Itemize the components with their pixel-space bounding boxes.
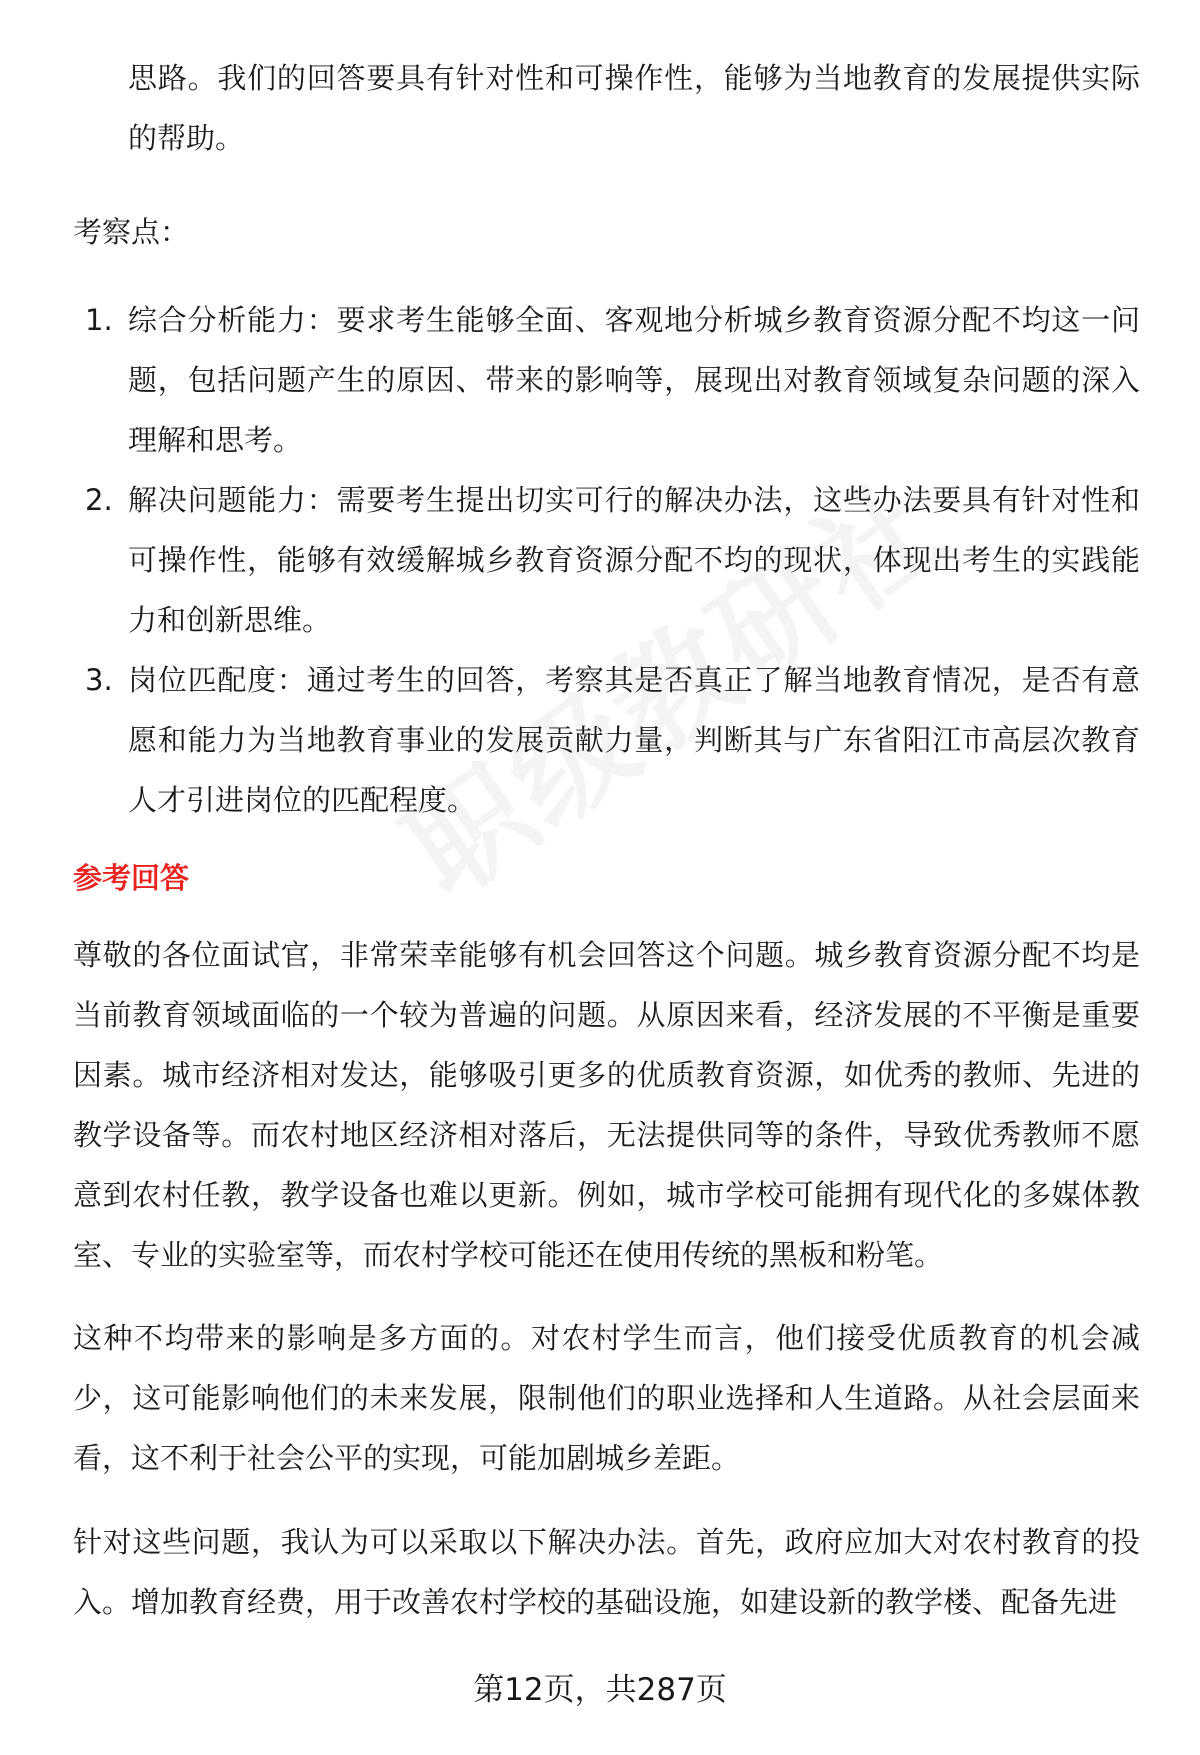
reference-answer-title: 参考回答 <box>73 861 190 895</box>
section-label: 考察点： <box>73 215 190 249</box>
list-number: 3. <box>85 663 113 697</box>
list-item-text: 解决问题能力：需要考生提出切实可行的解决办法，这些办法要具有针对性和可操作性，能够有效缓解城乡教育资源分配不均的现状，体现出考生的实践能力和创新思维。 <box>128 483 1140 637</box>
page-footer: 第12页，共287页 <box>473 1672 727 1708</box>
list-item <box>73 290 1140 470</box>
list-number: 2. <box>85 483 113 517</box>
list-item-text: 岗位匹配度：通过考生的回答，考察其是否真正了解当地教育情况，是否有意愿和能力为当地教育事业的发展贡献力量，判断其与广东省阳江市高层次教育人才引进岗位的匹配程度。 <box>128 663 1140 817</box>
answer-paragraph: 针对这些问题，我认为可以采取以下解决办法。首先，政府应加大对农村教育的投入。增加教育经费，用于改善农村学校的基础设施，如建设新的教学楼、配备先进 <box>73 1525 1140 1619</box>
list-item-text: 综合分析能力：要求考生能够全面、客观地分析城乡教育资源分配不均这一问题，包括问题产生的原因、带来的影响等，展现出对教育领域复杂问题的深入理解和思考。 <box>128 303 1140 457</box>
list-number: 1. <box>85 303 113 337</box>
continuation-paragraph: 思路。我们的回答要具有针对性和可操作性，能够为当地教育的发展提供实际的帮助。 <box>128 61 1140 155</box>
answer-paragraph: 这种不均带来的影响是多方面的。对农村学生而言，他们接受优质教育的机会减少，这可能影响他们的未来发展，限制他们的职业选择和人生道路。从社会层面来看，这不利于社会公平的实现，可能加剧城乡差距。 <box>73 1321 1140 1475</box>
answer-paragraph: 尊敬的各位面试官，非常荣幸能够有机会回答这个问题。城乡教育资源分配不均是当前教育领域面临的一个较为普遍的问题。从原因来看，经济发展的不平衡是重要因素。城市经济相对发达，能够吸引更多的优质教育资源，如优秀的教师、先进的教学设备等。而农村地区经济相对落后，无法提供同等的条件，导致优秀教师不愿意到农村任教，教学设备也难以更新。例如，城市学校可能拥有现代化的多媒体教室、专业的实验室等，而农村学校可能还在使用传统的黑板和粉笔。 <box>73 938 1140 1272</box>
list-item <box>73 470 1140 650</box>
evaluation-points-list <box>73 290 1140 830</box>
list-item <box>73 650 1140 830</box>
